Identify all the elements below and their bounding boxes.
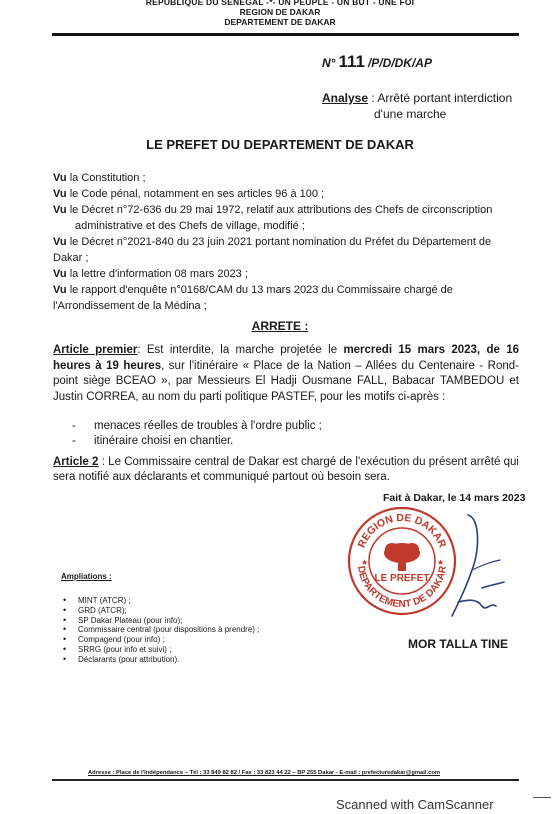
visa-text: le Code pénal, notamment en ses articles 96 à 100 ; bbox=[66, 188, 325, 200]
visa-text-continued: administrative et des Chefs de village, modifié ; bbox=[75, 220, 305, 232]
letterhead-region: REGION DE DAKAR bbox=[239, 7, 321, 17]
scanner-watermark: Scanned with CamScanner bbox=[336, 797, 494, 812]
article-2-text: : Le Commissaire central de Dakar est chargé de l'exécution du présent arrêté qui sera notifié aux déclarants et communiqué partout où besoin sera. bbox=[53, 456, 519, 483]
article-1-label: Article premier bbox=[53, 344, 138, 356]
analyse-block bbox=[322, 90, 518, 122]
ampliation-item: • Compagend (pour info) ; bbox=[61, 635, 259, 645]
stamp-bottom-textpath: DEPARTEMENT DE DAKAR bbox=[355, 565, 449, 611]
letterhead-department: DEPARTEMENT DE DAKAR bbox=[224, 17, 336, 27]
visa-item bbox=[53, 170, 519, 186]
motifs-list bbox=[72, 419, 322, 449]
letterhead bbox=[0, 0, 560, 27]
handwritten-signature bbox=[438, 510, 508, 622]
visa-vu: Vu bbox=[53, 172, 67, 184]
visa-text: le Décret n°72-636 du 29 mai 1972, relatif aux attributions des Chefs de circonscription bbox=[66, 204, 493, 216]
reference-suffix: /P/D/DK/AP bbox=[367, 56, 432, 70]
motif-item: - menaces réelles de troubles à l'ordre public ; bbox=[72, 419, 322, 434]
footer-divider bbox=[52, 779, 519, 781]
reference-prefix: N° bbox=[322, 56, 336, 70]
ampliation-item: • Déclarants (pour attribution). bbox=[61, 655, 259, 665]
stamp-center-text: LE PREFET bbox=[374, 573, 430, 584]
visa-vu: Vu bbox=[53, 188, 67, 200]
visa-vu: Vu bbox=[53, 284, 67, 296]
visa-item bbox=[53, 234, 519, 266]
analyse-text-2: d'une marche bbox=[374, 107, 447, 121]
ampliation-item: • MINT (ATCR) ; bbox=[61, 596, 259, 606]
letterhead-republic: REPUBLIQUE DU SENEGAL -*- UN PEUPLE - UN BUT - UNE FOI bbox=[145, 0, 415, 7]
header-divider bbox=[52, 33, 519, 36]
stamp-star-right: ★ bbox=[437, 558, 445, 567]
scanner-mark bbox=[533, 797, 551, 798]
place-date: Fait à Dakar, le 14 mars 2023 bbox=[383, 492, 526, 504]
footer-address: Adresse : Place de l'Indépendance – Tél : 33 849 82 82 / Fax : 33 823 44 22 – BP 255 Dakar - E-mail : prefecturedakar@gmail.com bbox=[88, 770, 441, 776]
visa-item bbox=[53, 202, 519, 234]
ampliation-item: • SP Dakar Plateau (pour info); bbox=[61, 616, 259, 626]
baobab-tree-icon bbox=[384, 543, 420, 571]
article-1-date-time: mercredi 15 mars 2023, de 16 heures à 19 heures bbox=[53, 344, 519, 372]
signer-name: MOR TALLA TINE bbox=[408, 637, 508, 651]
article-1-text-b: , sur l'itinéraire « Place de la Nation – Allées du Centenaire - Rond-point siège BCEAO », par Messieurs El Hadji Ousmane FALL, Babacar TAMBEDOU et Justin CORREA, au nom du parti politique PASTEF, pour les motifs ci-après : bbox=[53, 359, 519, 403]
visa-vu: Vu bbox=[53, 268, 67, 280]
ampliation-item: • GRD (ATCR); bbox=[61, 606, 259, 616]
reference-number-value: 111 bbox=[338, 52, 365, 71]
visa-text: le rapport d'enquête n°0168/CAM du 13 mars 2023 du Commissaire chargé de l'Arrondissement de la Médina ; bbox=[53, 284, 453, 312]
ampliation-item: • Commissaire central (pour dispositions à prendre) ; bbox=[61, 625, 259, 635]
stamp-star-left: ★ bbox=[361, 558, 369, 567]
visa-text: la lettre d'information 08 mars 2023 ; bbox=[66, 268, 248, 280]
article-1 bbox=[53, 343, 519, 405]
article-1-text-a: : Est interdite, la marche projetée le bbox=[137, 344, 344, 356]
stamp-top-textpath: REGION DE DAKAR bbox=[355, 511, 449, 550]
ampliations-title: Ampliations : bbox=[61, 572, 112, 581]
visa-item bbox=[53, 266, 519, 282]
reference-number bbox=[322, 52, 432, 72]
ampliation-item: • SRRG (pour info et suivi) ; bbox=[61, 645, 259, 655]
ampliations-list bbox=[61, 596, 259, 665]
visa-text: la Constitution ; bbox=[66, 172, 146, 184]
document-title: LE PREFET DU DEPARTEMENT DE DAKAR bbox=[146, 137, 414, 152]
analyse-label: Analyse bbox=[322, 91, 369, 105]
visa-item bbox=[53, 186, 519, 202]
visa-item bbox=[53, 282, 519, 314]
visa-vu: Vu bbox=[53, 204, 67, 216]
motif-item: - itinéraire choisi en chantier. bbox=[72, 434, 322, 449]
visa-vu: Vu bbox=[53, 236, 67, 248]
article-2 bbox=[53, 455, 519, 485]
visa-text: le Décret n°2021-840 du 23 juin 2021 portant nomination du Préfet du Département de Dakar ; bbox=[53, 236, 492, 264]
article-2-label: Article 2 bbox=[53, 456, 99, 468]
visas-list bbox=[53, 170, 519, 314]
arrete-heading-text: ARRETE : bbox=[251, 319, 309, 333]
analyse-text-1: : Arrêté portant interdiction bbox=[371, 91, 513, 105]
arrete-heading bbox=[0, 319, 560, 333]
